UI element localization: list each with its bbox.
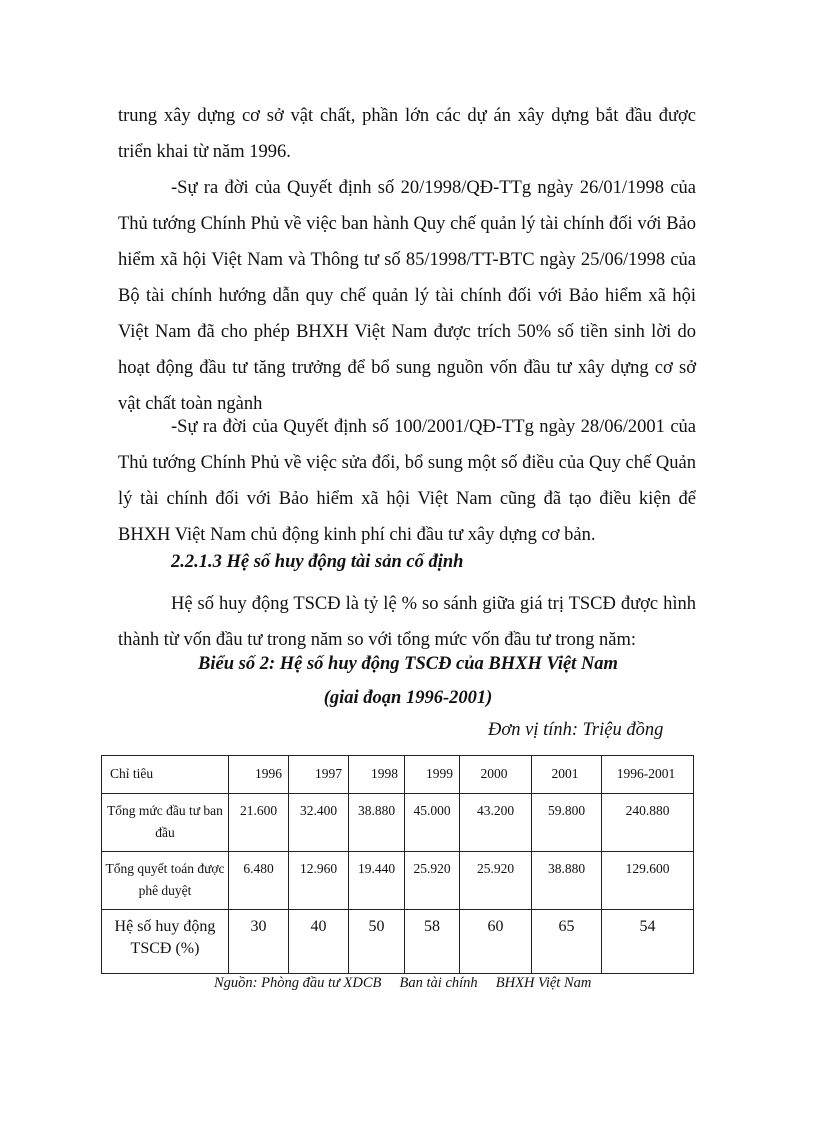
- table-cell: 25.920: [405, 852, 460, 910]
- table-cell: 38.880: [349, 794, 405, 852]
- paragraph-definition: Hệ số huy động TSCĐ là tỷ lệ % so sánh giữa giá trị TSCĐ được hình thành từ vốn đầu tư trong năm so với tổng mức vốn đầu tư trong năm:: [118, 594, 696, 650]
- unit-label: Đơn vị tính: Triệu đồng: [488, 720, 664, 740]
- table-cell: 54: [602, 910, 694, 974]
- table-cell: 21.600: [229, 794, 289, 852]
- table-cell: 58: [405, 910, 460, 974]
- table-cell: 50: [349, 910, 405, 974]
- paragraph-intro: trung xây dựng cơ sở vật chất, phần lớn các dự án xây dựng bắt đầu được triển khai từ năm 1996.: [118, 106, 696, 162]
- paragraph-decision-100: -Sự ra đời của Quyết định số 100/2001/QĐ-TTg ngày 28/06/2001 của Thủ tướng Chính Phủ về việc sửa đổi, bổ sung một số điều của Quy chế Quản lý tài chính đối với Bảo hiểm xã hội Việt Nam cũng đã tạo điều kiện để BHXH Việt Nam chủ động kinh phí chi đầu tư xây dựng cơ bản.: [118, 417, 696, 545]
- table-cell: 59.800: [532, 794, 602, 852]
- header-cell: 1996-2001: [602, 756, 694, 794]
- table-cell: 38.880: [532, 852, 602, 910]
- table-cell: 30: [229, 910, 289, 974]
- header-cell: 2000: [460, 756, 532, 794]
- header-cell: 1998: [349, 756, 405, 794]
- table-header-row: [102, 756, 694, 794]
- asset-mobilization-table: [101, 755, 694, 974]
- table-caption-title: Biểu số 2: Hệ số huy động TSCĐ của BHXH Việt Nam: [198, 654, 618, 674]
- row-label-cell: Tổng quyết toán được phê duyệt: [102, 852, 229, 910]
- header-cell: 1999: [405, 756, 460, 794]
- table-cell: 43.200: [460, 794, 532, 852]
- table-cell: 40: [289, 910, 349, 974]
- table-cell: 129.600: [602, 852, 694, 910]
- section-heading: 2.2.1.3 Hệ số huy động tài sản cố định: [171, 552, 464, 572]
- table-row: [102, 852, 694, 910]
- row-label-cell: Tổng mức đầu tư ban đầu: [102, 794, 229, 852]
- table-source-note: Nguồn: Phòng đầu tư XDCB Ban tài chính BHXH Việt Nam: [214, 975, 592, 991]
- table-cell: 240.880: [602, 794, 694, 852]
- table-cell: 6.480: [229, 852, 289, 910]
- table-cell: 19.440: [349, 852, 405, 910]
- header-cell: 1997: [289, 756, 349, 794]
- table-caption-period: (giai đoạn 1996-2001): [323, 688, 493, 708]
- paragraph-decision-20: -Sự ra đời của Quyết định số 20/1998/QĐ-TTg ngày 26/01/1998 của Thủ tướng Chính Phủ về việc ban hành Quy chế quản lý tài chính đối với Bảo hiểm xã hội Việt Nam và Thông tư số 85/1998/TT-BTC ngày 25/06/1998 của Bộ tài chính hướng dẫn quy chế quản lý tài chính đối với Bảo hiểm xã hội Việt Nam đã cho phép BHXH Việt Nam được trích 50% số tiền sinh lời do hoạt động đầu tư tăng trưởng để bổ sung nguồn vốn đầu tư xây dựng cơ sở vật chất toàn ngành: [118, 178, 696, 414]
- table-cell: 32.400: [289, 794, 349, 852]
- header-cell: Chỉ tiêu: [102, 756, 229, 794]
- table-cell: 65: [532, 910, 602, 974]
- row-label-cell: Hệ số huy động TSCĐ (%): [102, 910, 229, 974]
- table-cell: 25.920: [460, 852, 532, 910]
- table-cell: 60: [460, 910, 532, 974]
- table-row: [102, 910, 694, 974]
- header-cell: 1996: [229, 756, 289, 794]
- table-cell: 12.960: [289, 852, 349, 910]
- table-row: [102, 794, 694, 852]
- header-cell: 2001: [532, 756, 602, 794]
- table-cell: 45.000: [405, 794, 460, 852]
